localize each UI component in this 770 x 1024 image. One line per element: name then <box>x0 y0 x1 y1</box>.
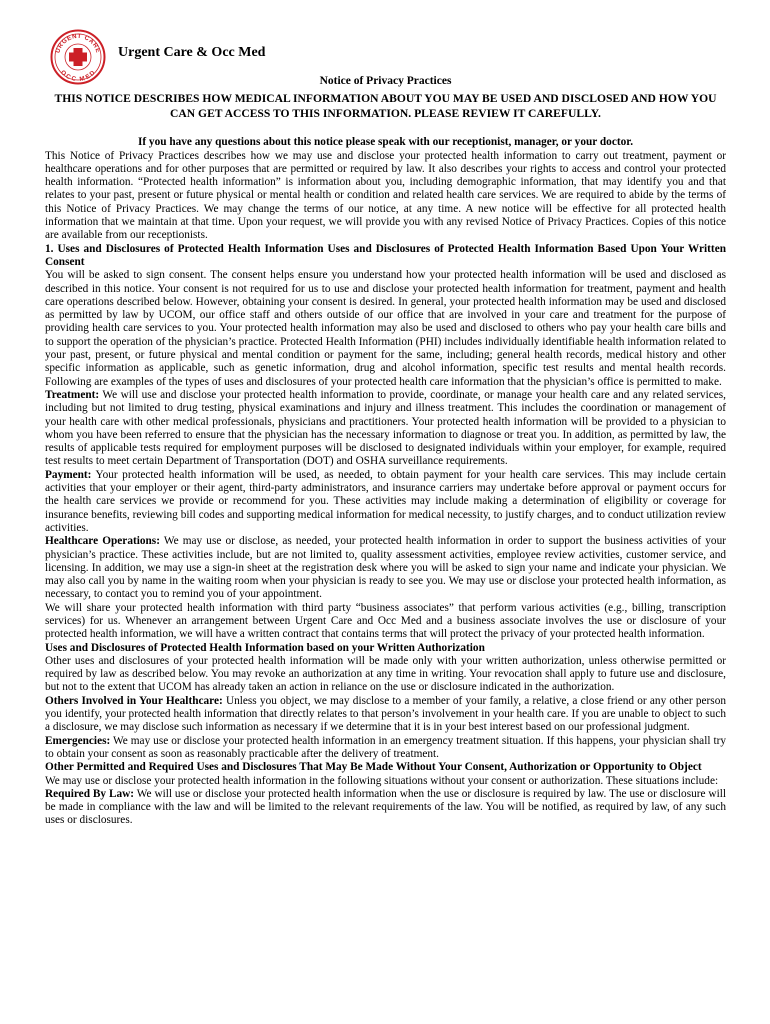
emergencies-label: Emergencies: <box>45 734 111 747</box>
intro-paragraph: This Notice of Privacy Practices describes how we may use and disclose your protected health information to carry out treatment, payment or healthcare operations and for other purposes that are permitted or required by law. It also describes your rights to access and control your protected health information. “Protected health information” is information about you, including demographic information, that may identify you and that relates to your past, present or future physical or mental health or condition and related health care services. We are required to abide by the terms of this Notice of Privacy Practices. We may change the terms of our notice, at any time. A new notice will be effective for all protected health information that we maintain at that time. Upon your request, we will provide you with any revised Notice of Privacy Practices. Copies of this notice are available from our receptionists. <box>45 149 726 242</box>
required-by-law-paragraph <box>45 788 726 828</box>
notice-banner: THIS NOTICE DESCRIBES HOW MEDICAL INFORMATION ABOUT YOU MAY BE USED AND DISCLOSED AND HOW YOU CAN GET ACCESS TO THIS INFORMATION. PLEASE REVIEW IT CAREFULLY. <box>54 92 717 121</box>
svg-text:URGENT CARE: URGENT CARE <box>54 32 102 55</box>
payment-label: Payment: <box>45 468 92 481</box>
authorization-paragraph: Other uses and disclosures of your protected health information will be made only with your written authorization, unless otherwise permitted or required by law as described below. You may revoke an authorization at any time in writing. Your revocation shall apply to future use and disclosure, but not to the extent that UCOM has already taken an action in reliance on the use or disclosure indicated in the authorization. <box>45 654 726 694</box>
emergencies-text: We may use or disclose your protected health information in an emergency treatment situation. If this happens, your physician shall try to obtain your consent as soon as reasonably practicable after the delivery of treatment. <box>45 734 726 760</box>
others-involved-label: Others Involved in Your Healthcare: <box>45 694 223 707</box>
required-by-law-text: We will use or disclose your protected health information when the use or disclosure is required by law. The use or disclosure will be made in compliance with the law and will be limited to the relevant requirements of the law. You will be notified, as required by law, of any such uses or disclosures. <box>45 787 727 827</box>
section1-heading: 1. Uses and Disclosures of Protected Health Information Uses and Disclosures of Protected Health Information Based Upon Your Written Consent <box>45 242 726 268</box>
section1-paragraph: You will be asked to sign consent. The consent helps ensure you understand how your protected health information will be used and disclosed as described in this notice. Your consent is not required for us to use and disclose your protected health information for treatment, payment and health care operations described below. However, obtaining your consent is desired. In general, your protected health information may be used and disclosed as permitted by law by UCOM, our office staff and others outside of our office that are involved in your care and treatment for the purpose of providing health care services to you. Your protected health information may also be used and disclosed to others who pay your health care bills and to support the operation of the physician’s practice. Protected Health Information (PHI) includes individually identifiable health information related to your past, present, or future physical and mental condition or payment for the same, including; general health records, medical history and other specific information as applicable, such as genetic information, drug and alcohol information, specific test results and mental health records. Following are examples of the types of uses and disclosures of your protected health care information that the physician’s office is permitted to make. <box>45 269 726 388</box>
other-permitted-paragraph: We may use or disclose your protected health information in the following situations without your consent or authorization. These situations include: <box>45 774 719 787</box>
treatment-paragraph <box>45 389 726 469</box>
payment-text: Your protected health information will be used, as needed, to obtain payment for your health care services. This may include certain activities that your employer or their agent, third-party administrators, and insurance carriers may undertake before approval or payment occurs for the health care services we provide or recommend for you. These activities may include making a determination of eligibility or coverage for insurance benefits, reviewing bill codes and supporting medical information for medical necessity, to justify charges, and to conduct utilization review activities. <box>45 468 726 534</box>
operations-label: Healthcare Operations: <box>45 535 160 548</box>
emergencies-paragraph <box>45 735 726 762</box>
notice-title: Notice of Privacy Practices <box>319 75 452 87</box>
others-involved-text: Unless you object, we may disclose to a member of your family, a relative, a close friend or any other person you identify, your protected health information that directly relates to that person’s involvement in your health care. If you are unable to object to such a disclosure, we may disclose such information as necessary if we determine that it is in your best interest based on our professional judgment. <box>45 694 726 734</box>
business-associates-paragraph: We will share your protected health information with third party “business associates” that perform various activities (e.g., billing, transcription services) for us. Whenever an arrangement between Urgent Care and Occ Med and a business associate involves the use or disclosure of your protected health information, we will have a written contract that contains terms that will protect the privacy of your protected health information. <box>45 601 726 641</box>
treatment-text: We will use and disclose your protected health information to provide, coordinate, or manage your health care and any related services, including but not limited to drug testing, physical examinations and injury and illness treatment. This includes the coordination or management of your health care with other medical professionals, physicians and practitioners. Your protected health information will be provided to a physician to whom you have been referred to ensure that the physician has the necessary information to diagnose or treat you. In addition, as permitted by law, the results of applicable tests required for employment purposes will be disclosed to designated individuals within your employer, for example, required test results to meet certain Department of Transportation (DOT) and OSHA surveillance requirements. <box>45 388 726 468</box>
payment-paragraph <box>45 469 726 535</box>
questions-line: If you have any questions about this notice please speak with our receptionist, manager, or your doctor. <box>137 136 634 149</box>
treatment-label: Treatment: <box>45 388 100 401</box>
operations-text: We may use or disclose, as needed, your protected health information in order to support the business activities of your physician’s practice. These activities include, but are not limited to, quality assessment activities, employee review activities, customer service, and licensing. In addition, we may use a sign-in sheet at the registration desk where you will be asked to sign your name and indicate your physician. We may also call you by name in the waiting room when your physician is ready to see you. We may use or disclose your protected health information, as necessary, to contact you to remind you of your appointment. <box>45 535 726 601</box>
authorization-heading: Uses and Disclosures of Protected Health Information based on your Written Authorization <box>45 641 485 654</box>
others-involved-paragraph <box>45 695 726 735</box>
notice-body <box>45 75 726 828</box>
other-permitted-heading: Other Permitted and Required Uses and Disclosures That May Be Made Without Your Consent, Authorization or Opportunity to Object <box>45 761 702 774</box>
operations-paragraph <box>45 535 726 601</box>
required-by-law-label: Required By Law: <box>45 787 135 800</box>
organization-name: Urgent Care & Occ Med <box>118 45 266 60</box>
svg-text:OCC MED: OCC MED <box>59 69 97 84</box>
